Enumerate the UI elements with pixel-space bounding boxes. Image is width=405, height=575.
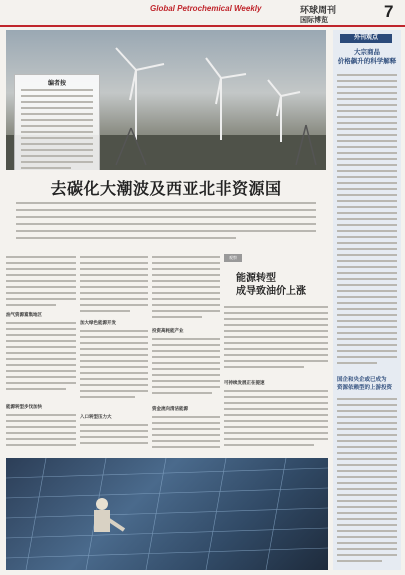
body-subhead: 可持续发展正在提速 bbox=[224, 381, 265, 386]
article-tag: 观察 bbox=[224, 254, 242, 262]
lead-paragraph bbox=[6, 200, 326, 250]
body-column-2 bbox=[80, 254, 148, 454]
body-subhead: 投资高耗能产业 bbox=[152, 329, 184, 334]
body-subhead: 油气资源富集地区 bbox=[6, 313, 42, 318]
body-subhead: 能源转型步伐加快 bbox=[6, 405, 42, 410]
right-article bbox=[224, 254, 328, 454]
main-headline: 去碳化大潮波及西亚北非资源国 bbox=[50, 179, 282, 198]
body-column-3 bbox=[152, 254, 220, 454]
solar-panel-photo bbox=[6, 458, 328, 570]
sidebar-headline-2: 国企和央企或已成为 资源依赖型的上游投资 bbox=[337, 377, 393, 391]
body-subhead: 入口转型压力大 bbox=[80, 415, 112, 420]
editor-note-title: 编者按 bbox=[47, 80, 66, 87]
body-subhead: 资金流向清洁能源 bbox=[152, 407, 188, 412]
sidebar-tag: 外刊观点 bbox=[340, 34, 392, 43]
subsection-title: 国际博览 bbox=[300, 17, 328, 24]
header-rule bbox=[0, 25, 405, 27]
hero-photo-wind-turbines bbox=[6, 30, 326, 170]
solar-panel-illustration bbox=[6, 458, 328, 570]
sidebar-headline: 大宗商品 价格飙升的科学解释 bbox=[337, 48, 397, 65]
masthead-title: Global Petrochemical Weekly bbox=[150, 4, 262, 13]
page-header bbox=[0, 0, 405, 26]
body-column-1 bbox=[6, 254, 76, 454]
page-number: 7 bbox=[384, 2, 394, 21]
sidebar bbox=[333, 30, 401, 570]
editor-note-box bbox=[14, 74, 100, 170]
body-subhead: 加大绿色能源开发 bbox=[80, 321, 116, 326]
article-headline: 能源转型 成导致油价上涨 bbox=[236, 273, 306, 297]
section-title: 环球周刊 bbox=[300, 5, 337, 15]
